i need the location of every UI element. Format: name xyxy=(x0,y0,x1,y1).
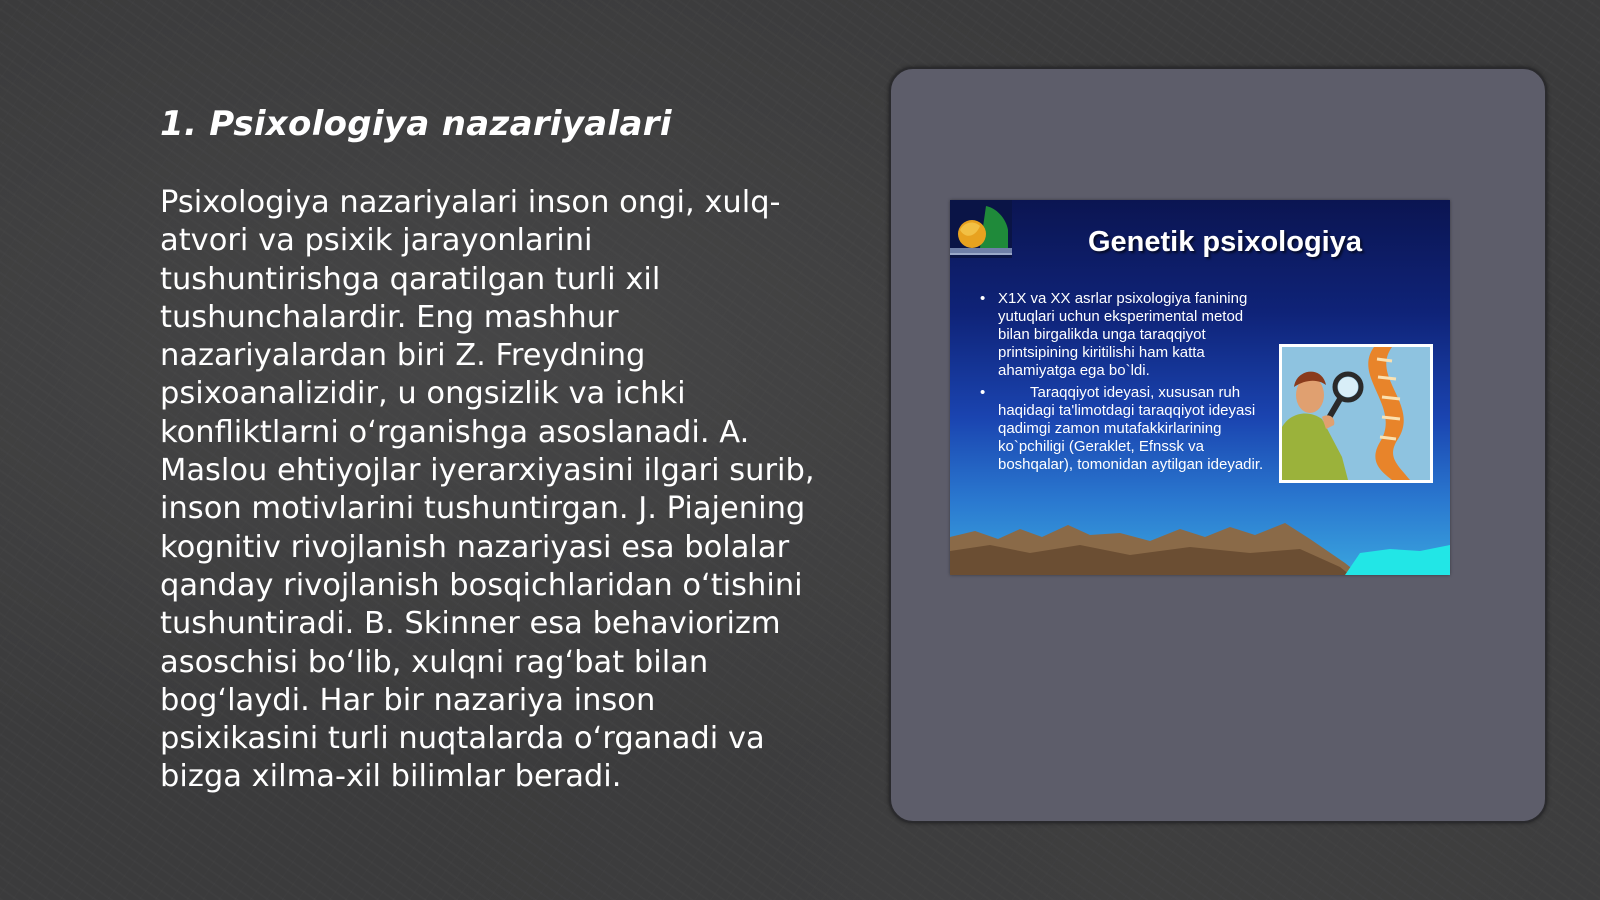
embedded-bullet-item xyxy=(978,384,1278,474)
magnifying-glass-dna-icon xyxy=(1279,344,1433,483)
embedded-slide-bullets xyxy=(978,290,1278,478)
slide-title: 1. Psixologiya nazariyalari xyxy=(160,104,672,144)
embedded-bullet-text: • Taraqqiyot ideyasi, xususan ruh haqidagi ta'limotdagi taraqqiyot ideyasi qadimgi zamon mutafakkirlarining ko`pchiligi (Geraklet, Efnssk va boshqalar), tomonidan aytilgan ideyadir. xyxy=(998,384,1264,473)
embedded-slide-image xyxy=(950,200,1450,575)
embedded-slide-title: Genetik psixologiya xyxy=(1088,226,1362,258)
embedded-bullet-text: X1X va XX asrlar psixologiya fanining yutuqlari uchun eksperimental metod bilan birgalikda unga taraqqiyot printsipining kiritilishi ham katta ahamiyatga ega bo`ldi. xyxy=(998,290,1248,379)
globe-logo-icon xyxy=(950,200,1012,258)
mountains-decoration xyxy=(950,515,1450,575)
body-paragraph: Psixologiya nazariyalari inson ongi, xulq-atvori va psixik jarayonlarini tushuntirishga qaratilgan turli xil tushunchalardir. Eng mashhur nazariyalardan biri Z. Freydning psixoanalizidir, u ongsizlik va ichki konfliktlarni o‘rganishga asoslanadi. A. Maslou ehtiyojlar iyerarxiyasini ilgari surib, inson motivlarini tushuntirgan. J. Piajening kognitiv rivojlanish nazariyasi esa bolalar qanday rivojlanish bosqichlaridan o‘tishini tushuntiradi. B. Skinner esa behaviorizm asoschisi bo‘lib, xulqni rag‘bat bilan bog‘laydi. Har bir nazariya inson psixikasini turli nuqtalarda o‘rganadi va bizga xilma-xil bilimlar beradi. xyxy=(160,185,815,795)
embedded-bullet-item xyxy=(978,290,1278,380)
